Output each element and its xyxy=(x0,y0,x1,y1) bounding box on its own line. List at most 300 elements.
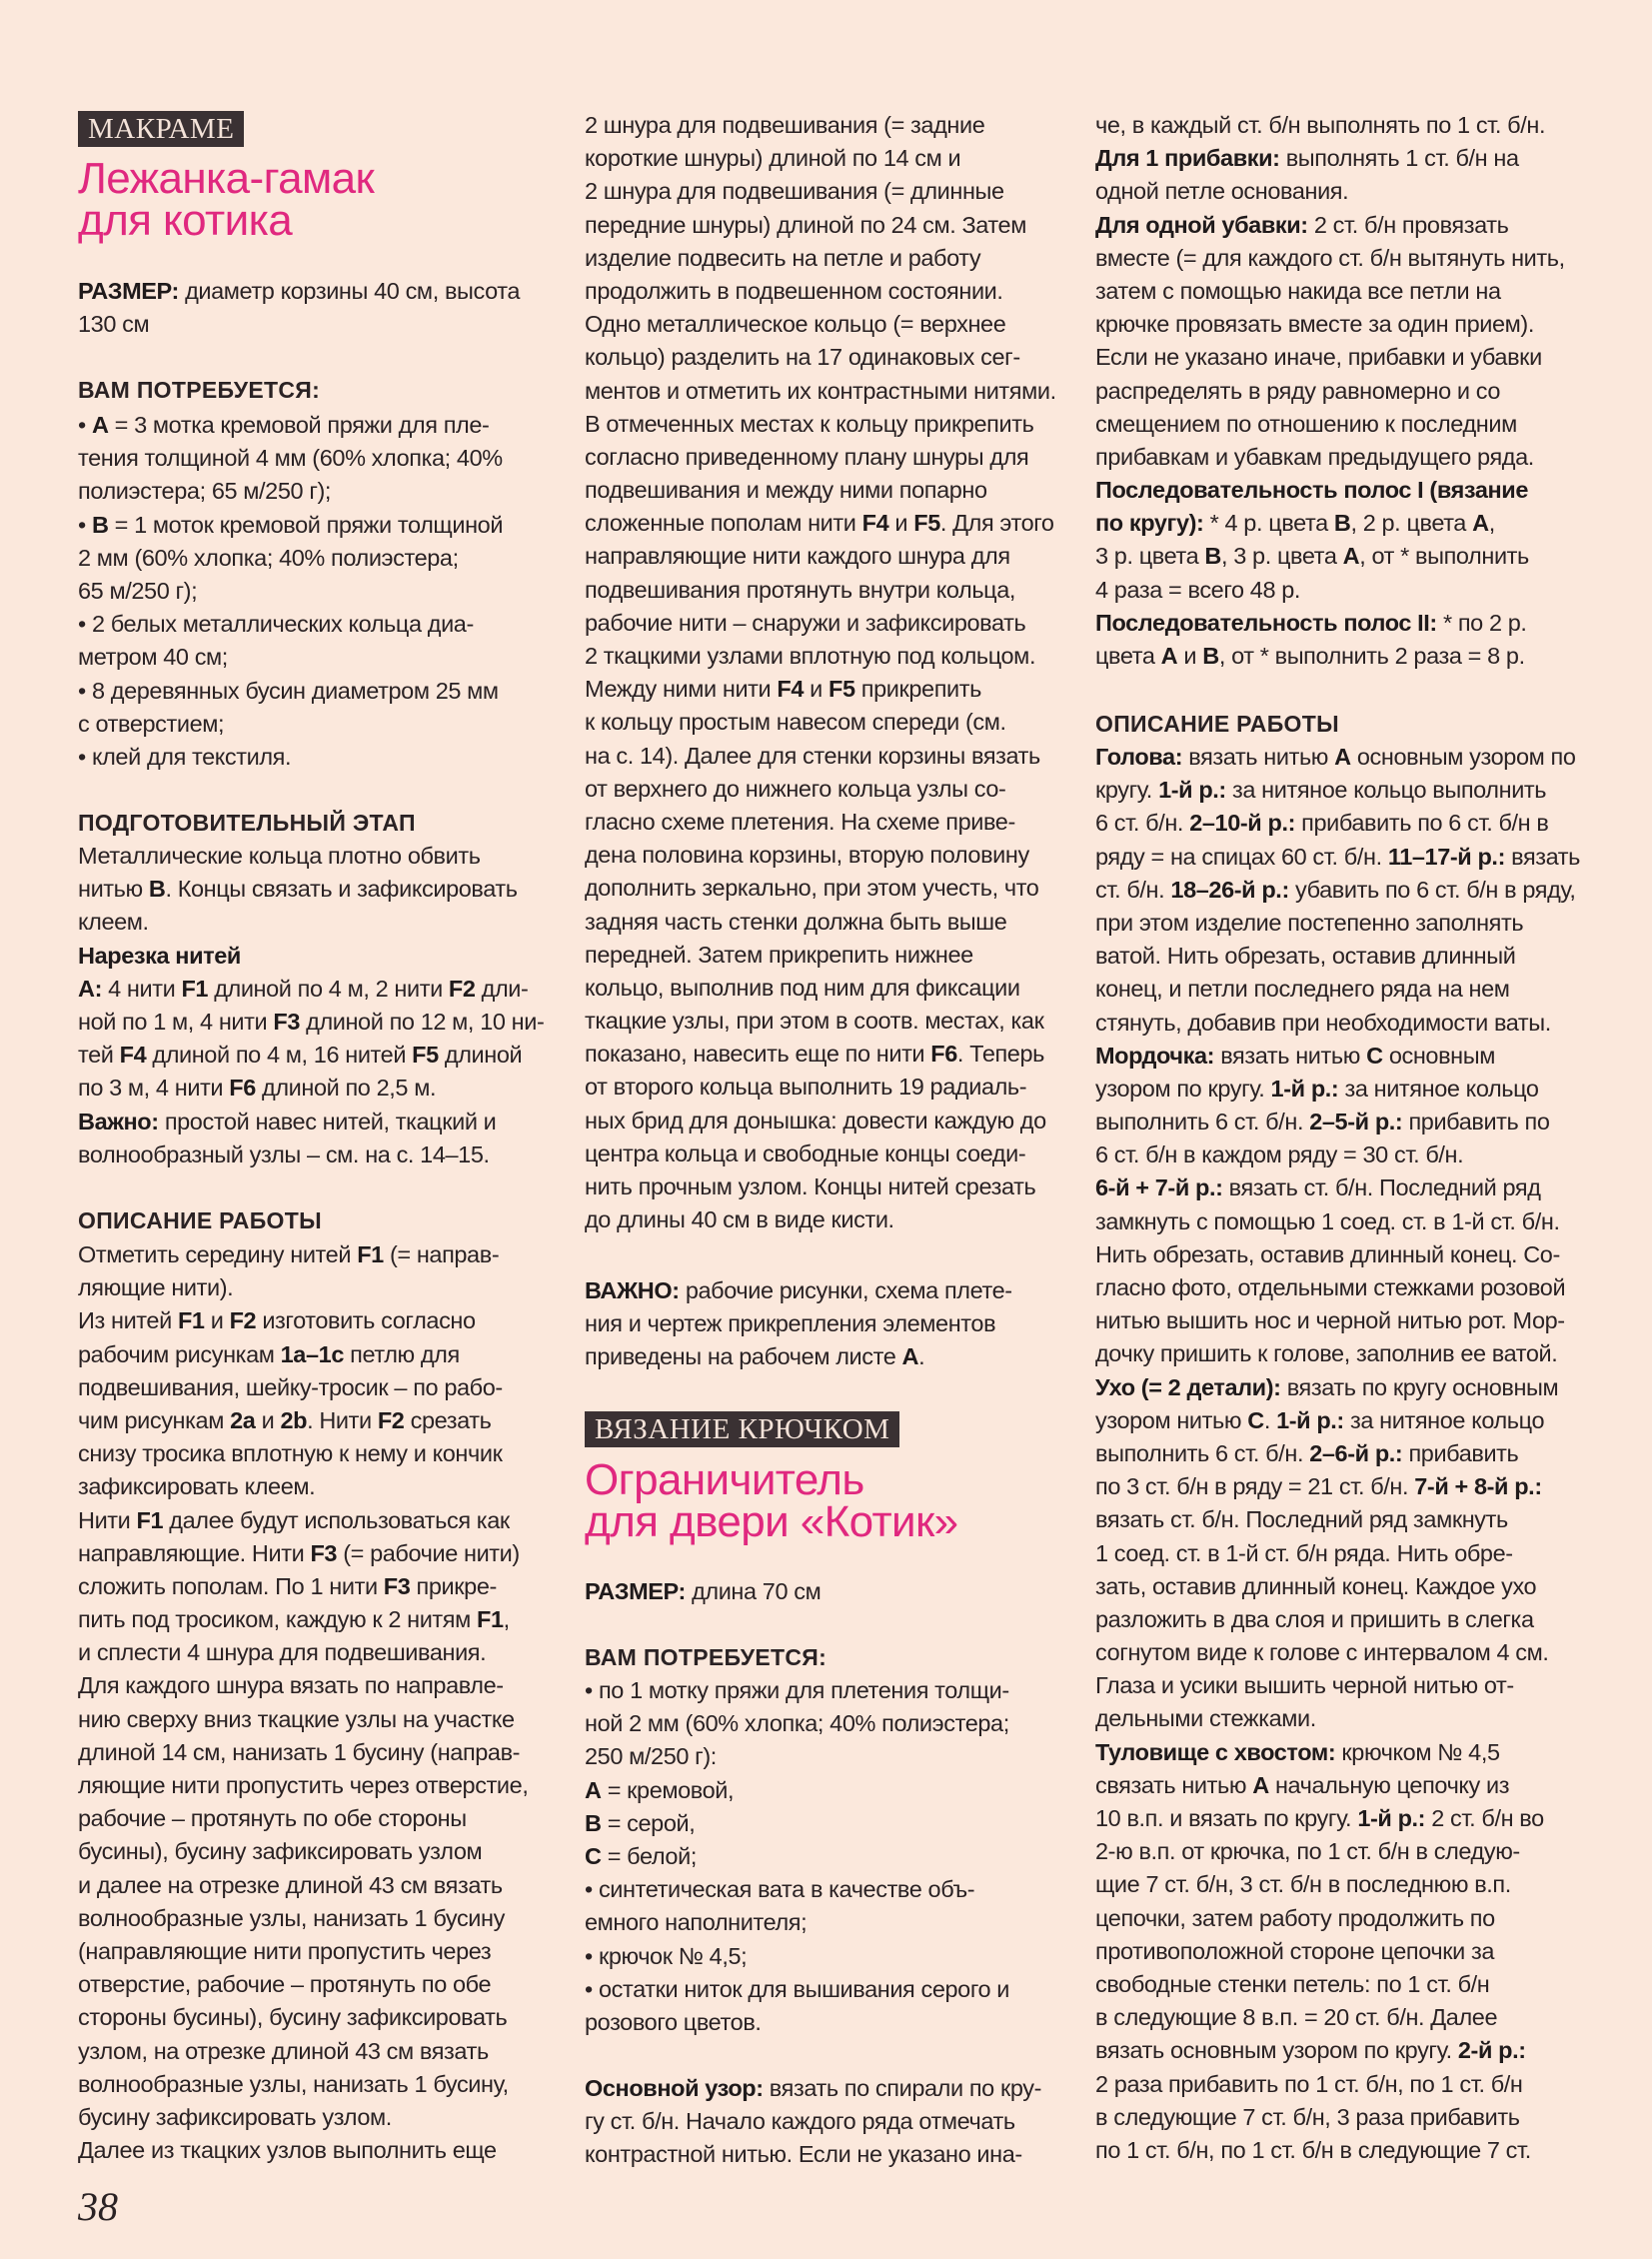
bold-text: F4 xyxy=(777,676,805,703)
text-line xyxy=(585,1873,1074,1906)
text-line xyxy=(78,641,568,674)
title-line: для котика xyxy=(78,196,293,245)
materials-heading: ВАМ ПОТРЕБУЕТСЯ: xyxy=(78,377,321,403)
text: петлю для xyxy=(344,1340,460,1367)
text-line xyxy=(1095,1205,1580,1238)
size-block xyxy=(78,275,568,341)
text: дельными стежками. xyxy=(1095,1705,1316,1732)
text-line xyxy=(1095,1603,1580,1636)
text-line xyxy=(78,1006,568,1039)
text: стянуть, добавив при необходимости ваты. xyxy=(1095,1009,1551,1036)
text-line xyxy=(1095,2034,1580,2067)
materials-list xyxy=(585,1674,1074,2039)
text: кругу. xyxy=(1095,777,1159,804)
text: цепочки, затем работу продолжить по xyxy=(1095,1904,1495,1931)
text: конец, и петли последнего ряда на нем xyxy=(1095,976,1510,1003)
text-line xyxy=(1095,1337,1580,1370)
materials-heading: ВАМ ПОТРЕБУЕТСЯ: xyxy=(585,1644,827,1670)
text-line xyxy=(78,741,568,774)
text: 2 мм (60% хлопка; 40% полиэстера; xyxy=(78,544,459,571)
section-label-macrame: МАКРАМЕ xyxy=(78,111,244,147)
text: нить прочным узлом. Концы нитей срезать xyxy=(585,1173,1036,1199)
text-line xyxy=(78,1072,568,1105)
text: кольцо) разделить на 17 одинаковых сег- xyxy=(585,344,1020,371)
text: рабочие рисунки, схема плете- xyxy=(679,1277,1012,1303)
work-block xyxy=(78,1238,568,2167)
text: вместе (= для каждого ст. б/н вытянуть нить, xyxy=(1095,244,1565,271)
text: и xyxy=(204,1307,230,1334)
text: в следующие 8 в.п. = 20 ст. б/н. Далее xyxy=(1095,2004,1498,2031)
text: волнообразный узлы – см. на с. 14–15. xyxy=(78,1140,490,1167)
text-line xyxy=(1095,1073,1580,1106)
text-line xyxy=(78,1935,568,1968)
text: волнообразные узлы, нанизать 1 бусину, xyxy=(78,2070,509,2097)
work-block xyxy=(1095,741,1580,2167)
bold-text: F2 xyxy=(448,975,476,1002)
text-line xyxy=(78,1338,568,1371)
text: Для каждого шнура вязать по направле- xyxy=(78,1672,504,1699)
text: за нитяное кольцо xyxy=(1338,1075,1539,1102)
text: затем с помощью накида все петли на xyxy=(1095,277,1501,304)
text-line xyxy=(585,1307,1074,1340)
text: прибавить по 6 ст. б/н в xyxy=(1295,810,1549,837)
text-line xyxy=(585,507,1074,540)
text-line xyxy=(78,1869,568,1902)
bold-text: 2a xyxy=(230,1406,256,1433)
bold-text: РАЗМЕР: xyxy=(78,278,179,304)
page-number: 38 xyxy=(78,2184,118,2229)
bold-text: A xyxy=(1472,510,1489,537)
text: , 3 р. цвета xyxy=(1220,543,1343,570)
main-pattern-block xyxy=(585,2072,1074,2172)
text-line xyxy=(1095,1570,1580,1603)
text: 2 ст. б/н провязать xyxy=(1307,211,1509,238)
text: длиной 14 см, нанизать 1 бусину (направ- xyxy=(78,1738,521,1765)
text-line xyxy=(78,608,568,641)
text-line xyxy=(1095,841,1580,874)
text: длина 70 см xyxy=(685,1578,822,1604)
text-line xyxy=(1095,1171,1580,1204)
text-line xyxy=(585,142,1074,175)
bold-text: A xyxy=(585,1776,602,1803)
text: с отверстием; xyxy=(78,710,225,737)
text-line xyxy=(1095,1537,1580,1570)
text: подвешивания и между ними попарно xyxy=(585,477,987,504)
bold-text: A: xyxy=(78,975,102,1002)
text-line xyxy=(1095,1968,1580,2001)
text-line xyxy=(78,1238,568,1271)
text-line xyxy=(78,708,568,741)
text-line xyxy=(585,1005,1074,1038)
size-block xyxy=(585,1575,1074,1608)
text-line xyxy=(1095,142,1580,175)
text-line xyxy=(78,1669,568,1702)
text-line xyxy=(1095,607,1580,640)
text: . Нити xyxy=(307,1406,378,1433)
text-line xyxy=(1095,408,1580,441)
text-line xyxy=(585,1674,1074,1707)
bold-text: 11–17-й р.: xyxy=(1387,843,1505,870)
work-heading: ОПИСАНИЕ РАБОТЫ xyxy=(1095,711,1339,737)
bold-text: РАЗМЕР: xyxy=(585,1578,686,1604)
text: длиной по 4 м, 2 нити xyxy=(208,975,449,1002)
text-line xyxy=(585,1203,1074,1236)
bold-text: F1 xyxy=(136,1506,164,1533)
text: 65 м/250 г); xyxy=(78,577,198,604)
text: ряду = на спицах 60 ст. б/н. xyxy=(1095,843,1388,870)
title-line: Ограничитель xyxy=(585,1455,864,1504)
text: 2 ст. б/н во xyxy=(1425,1805,1544,1831)
bold-text: 1-й р.: xyxy=(1158,777,1226,804)
text: . Концы связать и зафиксировать xyxy=(165,876,518,903)
text: зафиксировать клеем. xyxy=(78,1473,316,1500)
text: 1 соед. ст. в 1-й ст. б/н ряда. Нить обре- xyxy=(1095,1539,1513,1566)
text-line xyxy=(1095,175,1580,208)
text: = белой; xyxy=(601,1842,697,1869)
text-line xyxy=(585,1774,1074,1807)
text-line xyxy=(78,675,568,708)
text-line xyxy=(78,308,568,341)
text-line xyxy=(585,773,1074,806)
bold-text: 2b xyxy=(280,1406,308,1433)
text-line xyxy=(585,939,1074,972)
text-line xyxy=(78,2134,568,2167)
text-line xyxy=(1095,1503,1580,1536)
text-line xyxy=(585,540,1074,573)
bold-text: F3 xyxy=(383,1572,411,1599)
text-line xyxy=(585,839,1074,872)
text: ной по 1 м, 4 нити xyxy=(78,1008,274,1035)
bold-text: 1-й р.: xyxy=(1276,1406,1344,1433)
text-line xyxy=(585,607,1074,640)
text: = серой, xyxy=(601,1809,696,1836)
text-line xyxy=(585,806,1074,839)
bold-text: 1-й р.: xyxy=(1357,1805,1426,1831)
text: замкнуть с помощью 1 соед. ст. в 1-й ст. б/н. xyxy=(1095,1207,1560,1234)
bold-text: ВАЖНО: xyxy=(585,1277,680,1303)
bold-text: A xyxy=(1342,543,1360,570)
text-line xyxy=(585,640,1074,673)
text: зать, оставив длинный конец. Каждое ухо xyxy=(1095,1572,1537,1599)
text-line xyxy=(78,2035,568,2068)
text-line xyxy=(1095,2001,1580,2034)
text: длиной xyxy=(438,1042,523,1069)
important-note xyxy=(585,1274,1074,1374)
text-line xyxy=(585,175,1074,208)
text: сложенные пополам нити xyxy=(585,510,862,537)
text: Металлические кольца плотно обвить xyxy=(78,843,481,869)
text: длиной по 2,5 м. xyxy=(255,1075,437,1102)
text: Между ними нити xyxy=(585,676,778,703)
bold-text: B xyxy=(585,1809,602,1836)
text: Глаза и усики вышить черной нитью от- xyxy=(1095,1672,1514,1699)
text-line xyxy=(585,2006,1074,2039)
text-line xyxy=(1095,1802,1580,1835)
text: от второго кольца выполнить 19 радиаль- xyxy=(585,1074,1027,1101)
text-line xyxy=(585,341,1074,374)
bold-text: B xyxy=(148,876,166,903)
text: согнутом виде к голове с интервалом 4 см. xyxy=(1095,1639,1549,1666)
text-line xyxy=(585,1940,1074,1973)
text-line xyxy=(1095,774,1580,807)
text-line xyxy=(585,2072,1074,2105)
text: рабочие нити – снаружи и зафиксировать xyxy=(585,609,1026,636)
text: узором по кругу. xyxy=(1095,1075,1271,1102)
text: Одно металлическое кольцо (= верхнее xyxy=(585,311,1006,338)
text-line xyxy=(585,1038,1074,1071)
text-line xyxy=(585,275,1074,308)
bold-text: Важно: xyxy=(78,1108,159,1134)
text-line xyxy=(78,1736,568,1769)
text: 2 шнура для подвешивания (= длинные xyxy=(585,178,1004,205)
text: чим рисункам xyxy=(78,1406,231,1433)
text-line xyxy=(1095,1371,1580,1404)
text: Нити xyxy=(78,1506,137,1533)
text: кольцо, выполнив под ним для фиксации xyxy=(585,974,1020,1001)
article-title-hammock xyxy=(78,154,375,245)
bold-text: F6 xyxy=(229,1075,256,1102)
text: = 1 моток кремовой пряжи толщиной xyxy=(108,511,504,538)
materials-list xyxy=(78,409,568,774)
bold-text: B xyxy=(1204,543,1221,570)
text: направляющие. Нити xyxy=(78,1539,311,1566)
title-line: для двери «Котик» xyxy=(585,1497,958,1546)
text: стороны бусины), бусину зафиксировать xyxy=(78,2004,508,2031)
text-line xyxy=(585,2138,1074,2171)
text-line xyxy=(78,973,568,1006)
bold-text: Туловище с хвостом: xyxy=(1095,1738,1336,1765)
text-line xyxy=(1095,807,1580,840)
bold-text: A xyxy=(91,412,109,438)
bold-text: C xyxy=(585,1842,602,1869)
bold-text: F1 xyxy=(477,1606,504,1633)
text-line xyxy=(585,308,1074,341)
text-line xyxy=(1095,1404,1580,1437)
text: • 2 белых металлических кольца диа- xyxy=(78,611,474,638)
text-line xyxy=(1095,1702,1580,1735)
text-line xyxy=(1095,907,1580,940)
text-line xyxy=(585,1137,1074,1170)
text-line xyxy=(585,2105,1074,2138)
pattern-continuation xyxy=(1095,109,1580,673)
text: в следующие 7 ст. б/н, 3 раза прибавить xyxy=(1095,2103,1520,2130)
text: волнообразные узлы, нанизать 1 бусину xyxy=(78,1904,505,1931)
bold-text: F6 xyxy=(930,1041,957,1068)
text-line xyxy=(78,1404,568,1437)
bold-text: Для 1 прибавки: xyxy=(1095,145,1280,172)
text-line xyxy=(585,408,1074,441)
text-line xyxy=(1095,1835,1580,1868)
text-line xyxy=(585,441,1074,474)
text-line xyxy=(78,1769,568,1802)
text-line xyxy=(1095,1736,1580,1769)
text: Отметить середину нитей xyxy=(78,1241,358,1267)
text: до длины 40 см в виде кисти. xyxy=(585,1206,894,1233)
text: связать нитью xyxy=(1095,1771,1253,1798)
text: 4 нити xyxy=(102,975,182,1002)
text-line xyxy=(1095,209,1580,242)
text-line xyxy=(585,1707,1074,1740)
text-line xyxy=(585,1973,1074,2006)
text: ментов и отметить их контрастными нитями. xyxy=(585,377,1056,404)
text-line xyxy=(1095,1470,1580,1503)
text: Нить обрезать, оставив длинный конец. Со- xyxy=(1095,1240,1560,1267)
text: Если не указано иначе, прибавки и убавки xyxy=(1095,344,1542,371)
text-line xyxy=(1095,1902,1580,1935)
text: по 3 ст. б/н в ряду = 21 ст. б/н. xyxy=(1095,1473,1415,1500)
text-line xyxy=(1095,973,1580,1006)
text: розового цветов. xyxy=(585,2008,762,2035)
bold-text: Последовательность полос I (вязание xyxy=(1095,477,1529,504)
text-line xyxy=(78,409,568,442)
text-line xyxy=(1095,474,1580,507)
bold-text: B xyxy=(91,511,109,538)
text: передней. Затем прикрепить нижнее xyxy=(585,941,973,968)
text: вязать нитью xyxy=(1214,1042,1367,1069)
text: крючком № 4,5 xyxy=(1335,1738,1500,1765)
text-line xyxy=(585,1575,1074,1608)
text-line xyxy=(1095,1669,1580,1702)
text: . xyxy=(918,1343,925,1370)
text-line xyxy=(78,475,568,508)
text: одной петле основания. xyxy=(1095,178,1349,205)
text: ст. б/н. xyxy=(1095,876,1171,903)
text: от верхнего до нижнего кольца узлы со- xyxy=(585,775,1006,802)
text: дочку пришить к голове, заполнив ее ватой. xyxy=(1095,1340,1558,1367)
text-line xyxy=(585,474,1074,507)
text-line xyxy=(1095,375,1580,408)
text: • 8 деревянных бусин диаметром 25 мм xyxy=(78,677,499,704)
text: распределять в ряду равномерно и со xyxy=(1095,377,1501,404)
text: вязать xyxy=(1505,843,1581,870)
text-line xyxy=(78,1039,568,1072)
text-line xyxy=(78,873,568,906)
text-line xyxy=(1095,441,1580,474)
bold-text: A xyxy=(1334,744,1351,770)
text-line xyxy=(585,972,1074,1005)
text-line xyxy=(78,1470,568,1503)
bold-text: A xyxy=(901,1343,919,1370)
text-line xyxy=(585,1274,1074,1307)
text: основным узором по xyxy=(1350,744,1576,770)
text: отверстие, рабочие – протянуть по обе xyxy=(78,1971,492,1998)
bold-text: Голова: xyxy=(1095,744,1183,770)
bold-text: C xyxy=(1247,1406,1264,1433)
text: ватой. Нить обрезать, оставив длинный xyxy=(1095,943,1516,970)
text: прибавкам и убавкам предыдущего ряда. xyxy=(1095,443,1534,470)
text-line xyxy=(585,1807,1074,1840)
bold-text: F1 xyxy=(357,1241,384,1267)
text: снизу тросика вплотную к нему и кончик xyxy=(78,1440,503,1467)
text: по 3 м, 4 нити xyxy=(78,1075,230,1102)
text: • остатки ниток для вышивания серого и xyxy=(585,1975,1010,2002)
text: центра кольца и свободные концы соеди- xyxy=(585,1139,1026,1166)
text-line xyxy=(78,1304,568,1337)
text-line xyxy=(585,1840,1074,1873)
bold-text: Ухо (= 2 детали): xyxy=(1095,1373,1281,1400)
text: 6 ст. б/н в каждом ряду = 30 ст. б/н. xyxy=(1095,1141,1464,1168)
text-line xyxy=(1095,2134,1580,2167)
text: вязать основным узором по кругу. xyxy=(1095,2037,1458,2064)
text-line xyxy=(78,906,568,939)
text: , xyxy=(1488,510,1495,537)
text: ляющие нити). xyxy=(78,1274,234,1301)
text-line xyxy=(78,1437,568,1470)
text-line xyxy=(78,940,568,973)
text-line xyxy=(78,1968,568,2001)
text: и xyxy=(888,510,914,537)
text-line xyxy=(78,275,568,308)
text-line xyxy=(78,1271,568,1304)
text: . Теперь xyxy=(956,1041,1044,1068)
text: разложить в два слоя и пришить в слегка xyxy=(1095,1605,1534,1632)
text: длиной по 4 м, 16 нитей xyxy=(146,1042,413,1069)
text: вязать нитью xyxy=(1182,744,1335,770)
text: вязать ст. б/н. Последний ряд xyxy=(1222,1174,1541,1201)
text-line xyxy=(78,1106,568,1138)
bold-text: F5 xyxy=(828,676,855,703)
text: рабочие – протянуть по обе стороны xyxy=(78,1805,467,1832)
text: короткие шнуры) длиной по 14 см и xyxy=(585,145,961,172)
bold-text: Основной узор: xyxy=(585,2075,764,2101)
text-line xyxy=(1095,308,1580,341)
text: (направляющие нити пропустить через xyxy=(78,1937,492,1964)
text: 130 см xyxy=(78,311,150,338)
text: 2-ю в.п. от крючка, по 1 ст. б/н в следую- xyxy=(1095,1838,1520,1865)
text-line xyxy=(78,1802,568,1835)
text: 2 ткацкими узлами вплотную под кольцом. xyxy=(585,643,1036,669)
text-line xyxy=(585,1906,1074,1939)
text-line xyxy=(78,1835,568,1868)
text: и xyxy=(1177,643,1203,669)
text: нию сверху вниз ткацкие узлы на участке xyxy=(78,1705,515,1732)
text-line xyxy=(585,673,1074,706)
text: • по 1 мотку пряжи для плетения толщи- xyxy=(585,1677,1009,1703)
text: контрастной нитью. Если не указано ина- xyxy=(585,2141,1022,2168)
text: рабочим рисункам xyxy=(78,1340,281,1367)
bold-text: F5 xyxy=(412,1042,439,1069)
text-line xyxy=(1095,1304,1580,1337)
text: задняя часть стенки должна быть выше xyxy=(585,908,1007,935)
text: передние шнуры) длиной по 24 см. Затем xyxy=(585,211,1026,238)
text: подвешивания, шейку-тросик – по рабо- xyxy=(78,1373,503,1400)
text-line xyxy=(1095,341,1580,374)
text: на с. 14). Далее для стенки корзины вязать xyxy=(585,742,1040,769)
text: диаметр корзины 40 см, высота xyxy=(178,278,521,304)
text: , xyxy=(503,1606,510,1633)
bold-text: 2–10-й р.: xyxy=(1189,810,1295,837)
text-line xyxy=(1095,741,1580,774)
text: ляющие нити пропустить через отверстие, xyxy=(78,1772,529,1798)
text: и сплести 4 шнура для подвешивания. xyxy=(78,1639,487,1666)
text-line xyxy=(78,509,568,542)
text-line xyxy=(1095,275,1580,308)
bold-text: A xyxy=(1252,1771,1269,1798)
text-line xyxy=(1095,1769,1580,1802)
text: бусины), бусину зафиксировать узлом xyxy=(78,1838,483,1865)
text: 10 в.п. и вязать по кругу. xyxy=(1095,1805,1358,1831)
text-line xyxy=(585,109,1074,142)
text: основным xyxy=(1382,1042,1495,1069)
text-line xyxy=(78,1504,568,1537)
text: = кремовой, xyxy=(601,1776,735,1803)
text: приведены на рабочем листе xyxy=(585,1343,902,1370)
text-line xyxy=(78,2001,568,2034)
text-line xyxy=(585,872,1074,905)
prep-heading: ПОДГОТОВИТЕЛЬНЫЙ ЭТАП xyxy=(78,810,416,836)
text: • xyxy=(78,412,92,438)
text: выполнять 1 ст. б/н на xyxy=(1279,145,1519,172)
